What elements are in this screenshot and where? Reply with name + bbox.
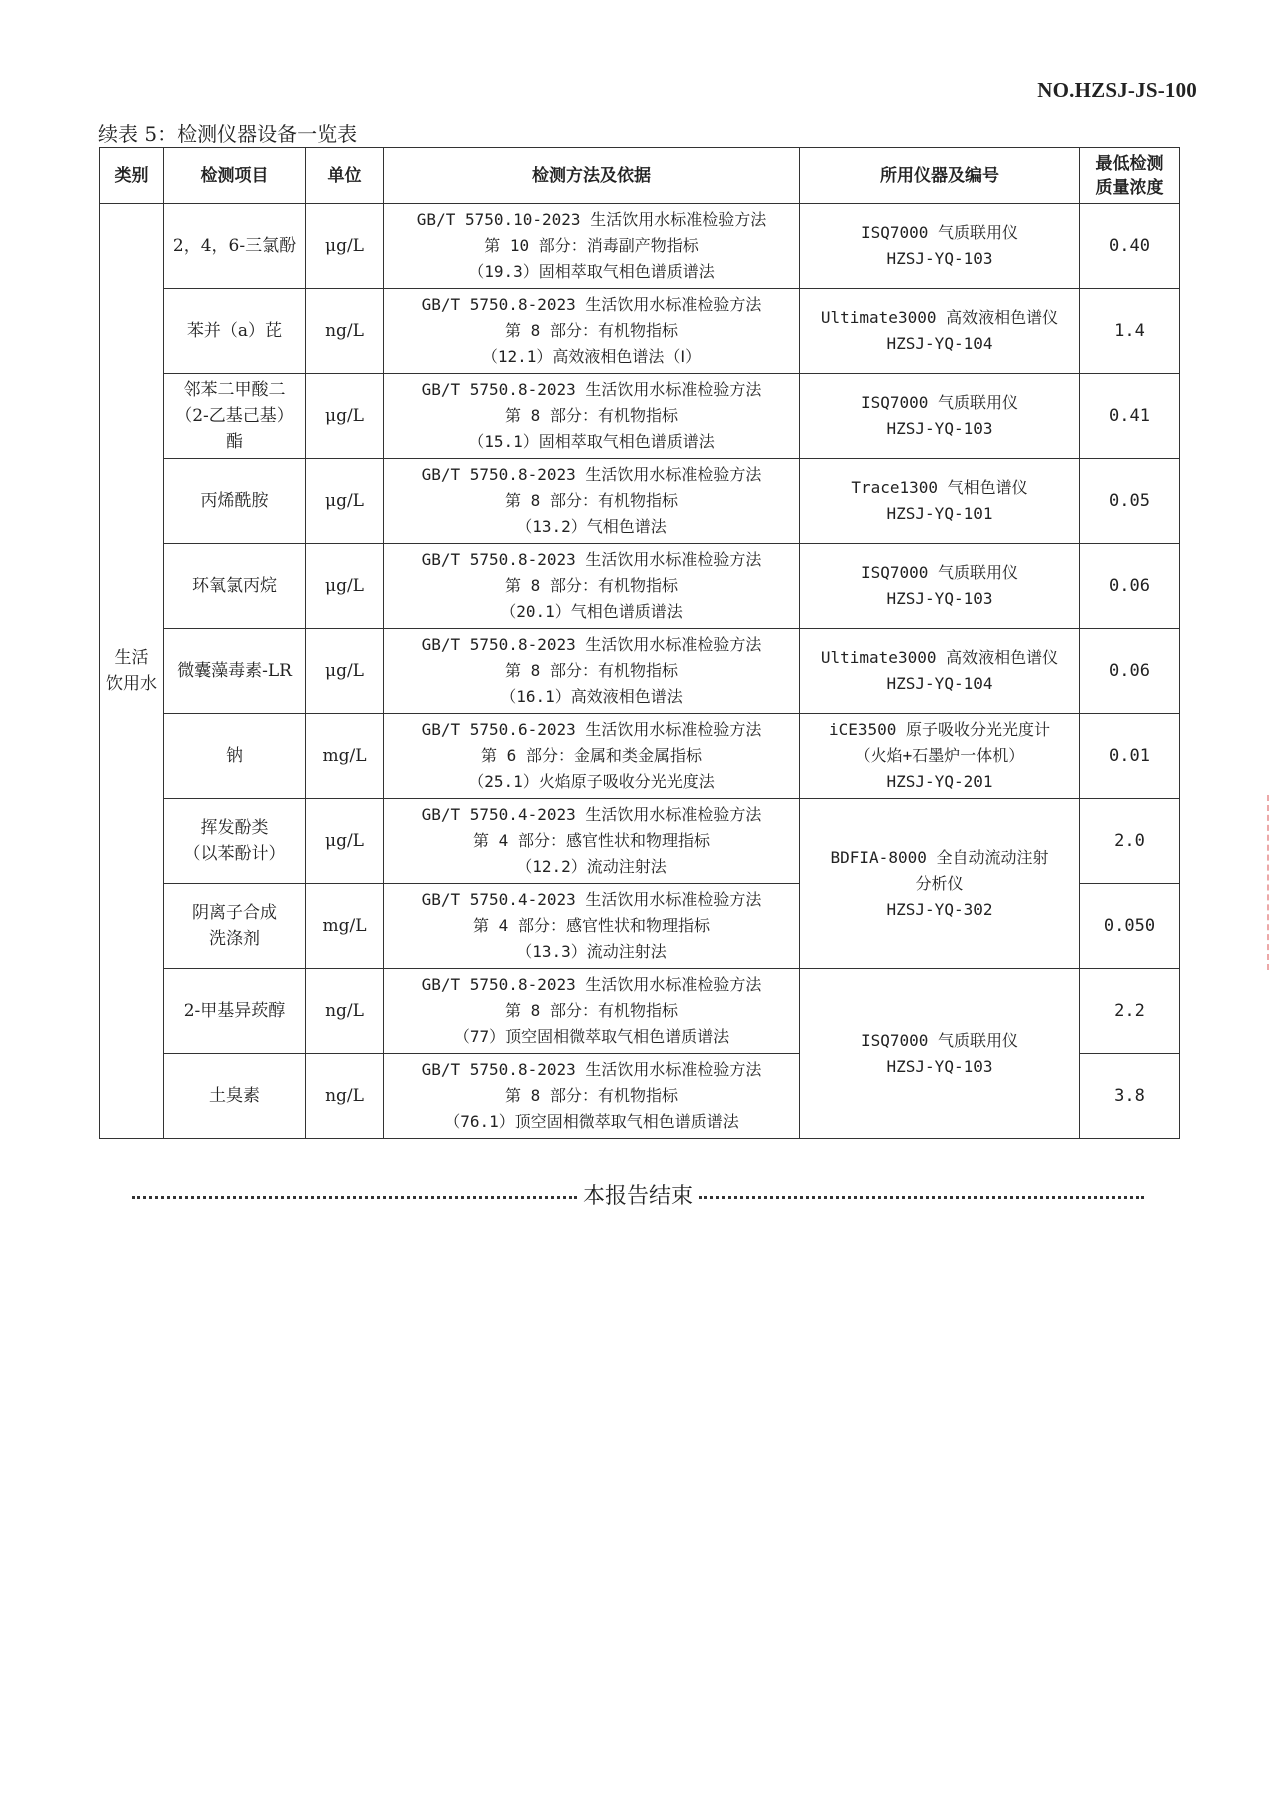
header-method: 检测方法及依据 xyxy=(384,148,800,204)
min-concentration-cell: 2.2 xyxy=(1080,969,1180,1054)
unit-cell: μg/L xyxy=(306,204,384,289)
equipment-table xyxy=(99,147,1180,1139)
header-min-concentration: 最低检测 质量浓度 xyxy=(1080,148,1180,204)
instrument-cell: Ultimate3000 高效液相色谱仪 HZSJ-YQ-104 xyxy=(800,289,1080,374)
min-concentration-cell: 1.4 xyxy=(1080,289,1180,374)
method-cell: GB/T 5750.8-2023 生活饮用水标准检验方法 第 8 部分：有机物指标 （12.1）高效液相色谱法（Ⅰ） xyxy=(384,289,800,374)
category-cell: 生活 饮用水 xyxy=(100,204,164,1139)
unit-cell: μg/L xyxy=(306,799,384,884)
min-concentration-cell: 0.05 xyxy=(1080,459,1180,544)
instrument-cell: Trace1300 气相色谱仪 HZSJ-YQ-101 xyxy=(800,459,1080,544)
table-row xyxy=(100,374,1180,459)
unit-cell: ng/L xyxy=(306,969,384,1054)
header-item: 检测项目 xyxy=(164,148,306,204)
header-unit: 单位 xyxy=(306,148,384,204)
method-cell: GB/T 5750.8-2023 生活饮用水标准检验方法 第 8 部分：有机物指标 （13.2）气相色谱法 xyxy=(384,459,800,544)
unit-cell: ng/L xyxy=(306,289,384,374)
method-cell: GB/T 5750.4-2023 生活饮用水标准检验方法 第 4 部分：感官性状和物理指标 （13.3）流动注射法 xyxy=(384,884,800,969)
document-number: NO.HZSJ-JS-100 xyxy=(1037,78,1197,102)
item-cell: 土臭素 xyxy=(164,1054,306,1139)
table-row xyxy=(100,799,1180,884)
item-cell: 苯并（a）芘 xyxy=(164,289,306,374)
method-cell: GB/T 5750.10-2023 生活饮用水标准检验方法 第 10 部分：消毒副产物指标 （19.3）固相萃取气相色谱质谱法 xyxy=(384,204,800,289)
unit-cell: ng/L xyxy=(306,1054,384,1139)
dotted-leader-left xyxy=(132,1196,577,1199)
item-cell: 邻苯二甲酸二 （2-乙基己基） 酯 xyxy=(164,374,306,459)
instrument-cell: BDFIA-8000 全自动流动注射 分析仪 HZSJ-YQ-302 xyxy=(800,799,1080,969)
min-concentration-cell: 3.8 xyxy=(1080,1054,1180,1139)
min-concentration-cell: 0.01 xyxy=(1080,714,1180,799)
min-concentration-cell: 2.0 xyxy=(1080,799,1180,884)
instrument-cell: Ultimate3000 高效液相色谱仪 HZSJ-YQ-104 xyxy=(800,629,1080,714)
table-row xyxy=(100,459,1180,544)
table-row xyxy=(100,629,1180,714)
min-concentration-cell: 0.06 xyxy=(1080,544,1180,629)
table-header-row xyxy=(100,148,1180,204)
unit-cell: mg/L xyxy=(306,714,384,799)
unit-cell: μg/L xyxy=(306,544,384,629)
method-cell: GB/T 5750.8-2023 生活饮用水标准检验方法 第 8 部分：有机物指标 （77）顶空固相微萃取气相色谱质谱法 xyxy=(384,969,800,1054)
unit-cell: mg/L xyxy=(306,884,384,969)
method-cell: GB/T 5750.8-2023 生活饮用水标准检验方法 第 8 部分：有机物指标 （16.1）高效液相色谱法 xyxy=(384,629,800,714)
report-end-line xyxy=(132,1176,1144,1212)
min-concentration-cell: 0.41 xyxy=(1080,374,1180,459)
instrument-cell: ISQ7000 气质联用仪 HZSJ-YQ-103 xyxy=(800,969,1080,1139)
table-row xyxy=(100,289,1180,374)
header-instrument: 所用仪器及编号 xyxy=(800,148,1080,204)
table-row xyxy=(100,544,1180,629)
min-concentration-cell: 0.40 xyxy=(1080,204,1180,289)
item-cell: 钠 xyxy=(164,714,306,799)
report-end-text: 本报告结束 xyxy=(583,1183,694,1209)
item-cell: 环氧氯丙烷 xyxy=(164,544,306,629)
instrument-cell: ISQ7000 气质联用仪 HZSJ-YQ-103 xyxy=(800,204,1080,289)
item-cell: 挥发酚类 （以苯酚计） xyxy=(164,799,306,884)
instrument-cell: ISQ7000 气质联用仪 HZSJ-YQ-103 xyxy=(800,544,1080,629)
min-concentration-cell: 0.06 xyxy=(1080,629,1180,714)
unit-cell: μg/L xyxy=(306,629,384,714)
table-row xyxy=(100,204,1180,289)
item-cell: 阴离子合成 洗涤剂 xyxy=(164,884,306,969)
method-cell: GB/T 5750.8-2023 生活饮用水标准检验方法 第 8 部分：有机物指标 （76.1）顶空固相微萃取气相色谱质谱法 xyxy=(384,1054,800,1139)
instrument-cell: ISQ7000 气质联用仪 HZSJ-YQ-103 xyxy=(800,374,1080,459)
header-category: 类别 xyxy=(100,148,164,204)
seal-edge-marks xyxy=(1267,795,1273,970)
method-cell: GB/T 5750.8-2023 生活饮用水标准检验方法 第 8 部分：有机物指标 （20.1）气相色谱质谱法 xyxy=(384,544,800,629)
method-cell: GB/T 5750.6-2023 生活饮用水标准检验方法 第 6 部分：金属和类金属指标 （25.1）火焰原子吸收分光光度法 xyxy=(384,714,800,799)
method-cell: GB/T 5750.8-2023 生活饮用水标准检验方法 第 8 部分：有机物指标 （15.1）固相萃取气相色谱质谱法 xyxy=(384,374,800,459)
dotted-leader-right xyxy=(699,1196,1144,1199)
item-cell: 2，4，6-三氯酚 xyxy=(164,204,306,289)
item-cell: 丙烯酰胺 xyxy=(164,459,306,544)
unit-cell: μg/L xyxy=(306,459,384,544)
table-caption: 续表 5：检测仪器设备一览表 xyxy=(98,122,358,146)
min-concentration-cell: 0.050 xyxy=(1080,884,1180,969)
item-cell: 微囊藻毒素-LR xyxy=(164,629,306,714)
method-cell: GB/T 5750.4-2023 生活饮用水标准检验方法 第 4 部分：感官性状和物理指标 （12.2）流动注射法 xyxy=(384,799,800,884)
instrument-cell: iCE3500 原子吸收分光光度计 （火焰+石墨炉一体机） HZSJ-YQ-201 xyxy=(800,714,1080,799)
table-row xyxy=(100,714,1180,799)
item-cell: 2-甲基异莰醇 xyxy=(164,969,306,1054)
table-row xyxy=(100,969,1180,1054)
unit-cell: μg/L xyxy=(306,374,384,459)
